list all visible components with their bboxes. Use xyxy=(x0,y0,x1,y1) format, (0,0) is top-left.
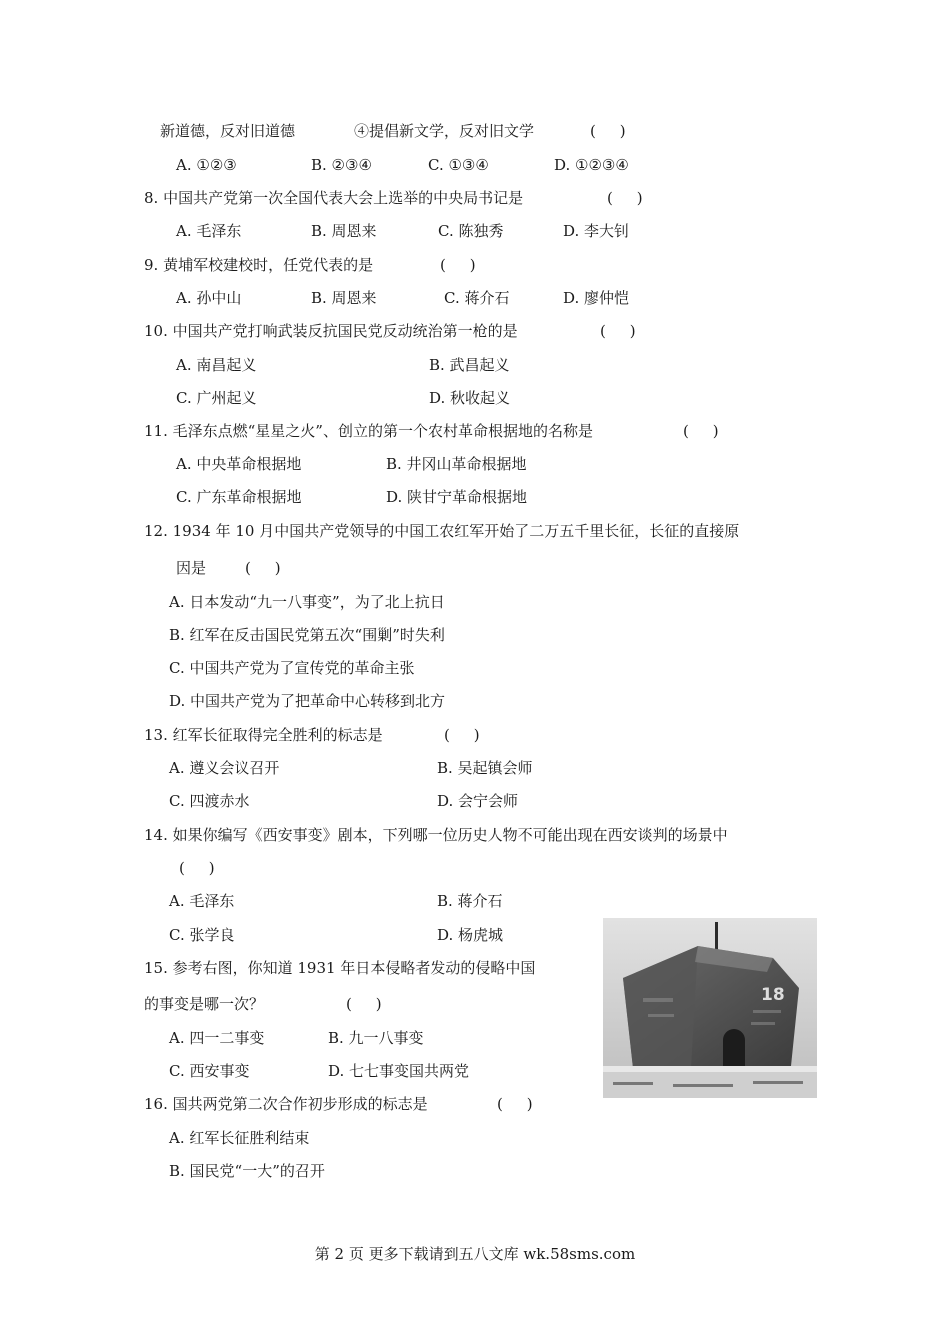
q9-stem: 9. 黄埔军校建校时，任党代表的是 xyxy=(144,256,374,274)
q9-option-b: B. 周恩来 xyxy=(311,289,377,307)
q11-option-c: C. 广东革命根据地 xyxy=(176,488,302,506)
q13-answer-paren: ( ) xyxy=(444,726,480,744)
q14-option-c: C. 张学良 xyxy=(169,926,235,944)
q7-continuation-a: 新道德，反对旧道德 xyxy=(160,122,296,140)
q15-stem: 15. 参考右图，你知道 1931 年日本侵略者发动的侵略中国 xyxy=(144,959,536,977)
q8-option-d: D. 李大钊 xyxy=(563,222,630,240)
q7-continuation-b: ④提倡新文学，反对旧文学 xyxy=(354,122,535,140)
q8-stem: 8. 中国共产党第一次全国代表大会上选举的中央局书记是 xyxy=(144,189,524,207)
q14-answer-paren: ( ) xyxy=(179,859,215,877)
q10-option-c: C. 广州起义 xyxy=(176,389,257,407)
q13-stem: 13. 红军长征取得完全胜利的标志是 xyxy=(144,726,383,744)
q13-option-b: B. 吴起镇会师 xyxy=(437,759,533,777)
q13-option-a: A. 遵义会议召开 xyxy=(169,759,280,777)
q11-answer-paren: ( ) xyxy=(683,422,719,440)
q7-option-c: C. ①③④ xyxy=(428,156,489,174)
q12-option-a: A. 日本发动“九一八事变”，为了北上抗日 xyxy=(169,593,445,611)
q12-answer-paren: ( ) xyxy=(245,559,281,577)
q9-option-d: D. 廖仲恺 xyxy=(563,289,630,307)
q15-answer-paren: ( ) xyxy=(346,995,382,1013)
monument-photo xyxy=(603,918,817,1098)
q15-stem-cont: 的事变是哪一次？ xyxy=(144,995,265,1013)
q12-option-b: B. 红军在反击国民党第五次“围剿”时失利 xyxy=(169,626,445,644)
q10-option-b: B. 武昌起义 xyxy=(429,356,510,374)
q7-option-b: B. ②③④ xyxy=(311,156,372,174)
q16-stem: 16. 国共两党第二次合作初步形成的标志是 xyxy=(144,1095,428,1113)
q14-stem: 14. 如果你编写《西安事变》剧本，下列哪一位历史人物不可能出现在西安谈判的场景中 xyxy=(144,826,728,844)
monument-label-18: 18 xyxy=(761,985,785,1005)
q9-option-c: C. 蒋介石 xyxy=(444,289,510,307)
q8-option-a: A. 毛泽东 xyxy=(176,222,242,240)
q15-option-d: D. 七七事变国共两党 xyxy=(328,1062,470,1080)
q8-answer-paren: ( ) xyxy=(607,189,643,207)
q10-answer-paren: ( ) xyxy=(600,322,636,340)
q8-option-c: C. 陈独秀 xyxy=(438,222,504,240)
q15-option-c: C. 西安事变 xyxy=(169,1062,250,1080)
q12-stem: 12. 1934 年 10 月中国共产党领导的中国工农红军开始了二万五千里长征，长征的直接原 xyxy=(144,522,740,540)
q15-option-a: A. 四一二事变 xyxy=(169,1029,265,1047)
q7-option-a: A. ①②③ xyxy=(176,156,237,174)
q10-stem: 10. 中国共产党打响武装反抗国民党反动统治第一枪的是 xyxy=(144,322,518,340)
q7-answer-paren: ( ) xyxy=(590,122,626,140)
q10-option-d: D. 秋收起义 xyxy=(429,389,511,407)
q13-option-c: C. 四渡赤水 xyxy=(169,792,250,810)
q15-option-b: B. 九一八事变 xyxy=(328,1029,424,1047)
q16-answer-paren: ( ) xyxy=(497,1095,533,1113)
q16-option-b: B. 国民党“一大”的召开 xyxy=(169,1162,325,1180)
q9-option-a: A. 孙中山 xyxy=(176,289,242,307)
q11-option-d: D. 陕甘宁革命根据地 xyxy=(386,488,528,506)
q14-option-a: A. 毛泽东 xyxy=(169,892,235,910)
q9-answer-paren: ( ) xyxy=(440,256,476,274)
q8-option-b: B. 周恩来 xyxy=(311,222,377,240)
q12-option-c: C. 中国共产党为了宣传党的革命主张 xyxy=(169,659,415,677)
q13-option-d: D. 会宁会师 xyxy=(437,792,519,810)
q11-stem: 11. 毛泽东点燃“星星之火”、创立的第一个农村革命根据地的名称是 xyxy=(144,422,593,440)
q14-option-d: D. 杨虎城 xyxy=(437,926,504,944)
q16-option-a: A. 红军长征胜利结束 xyxy=(169,1129,310,1147)
q11-option-b: B. 井冈山革命根据地 xyxy=(386,455,527,473)
q12-stem-cont: 因是 xyxy=(176,559,207,577)
q11-option-a: A. 中央革命根据地 xyxy=(176,455,302,473)
q10-option-a: A. 南昌起义 xyxy=(176,356,257,374)
q7-option-d: D. ①②③④ xyxy=(554,156,629,174)
page-footer: 第 2 页 更多下载请到五八文库 wk.58sms.com xyxy=(314,1245,636,1263)
q12-option-d: D. 中国共产党为了把革命中心转移到北方 xyxy=(169,692,446,710)
q14-option-b: B. 蒋介石 xyxy=(437,892,503,910)
